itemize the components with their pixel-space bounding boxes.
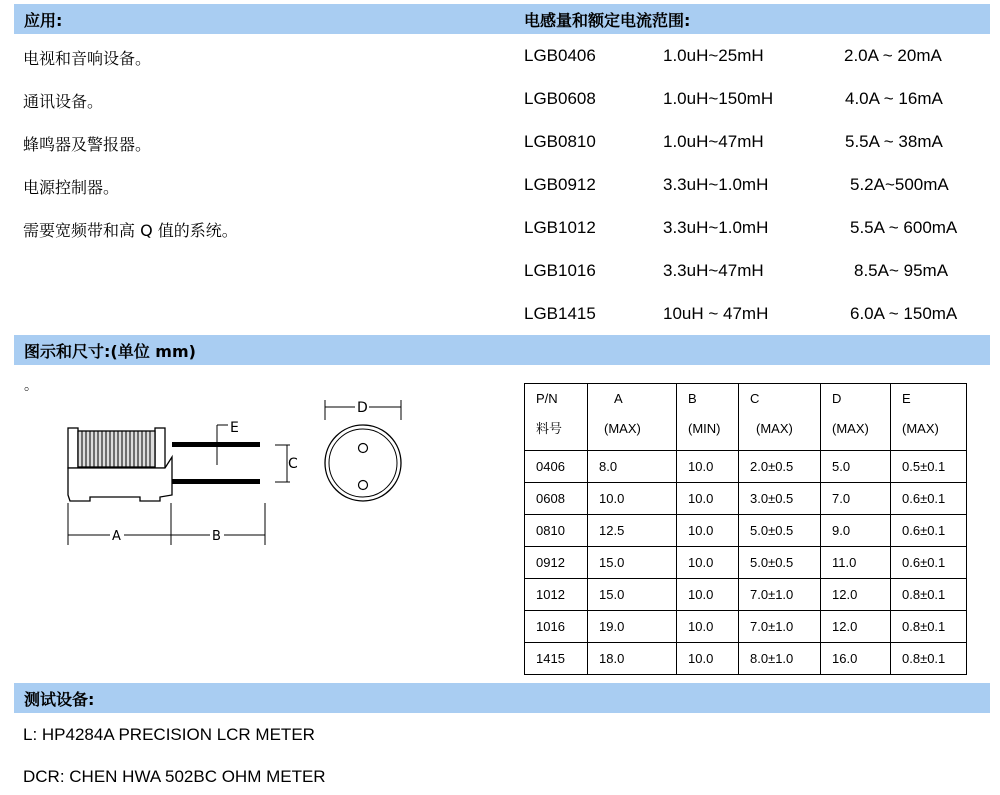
dimensions-note: 。 [24, 378, 38, 394]
table-cell: 19.0 [588, 611, 677, 643]
inductance-value: 3.3uH~47mH [663, 261, 764, 280]
table-cell: 12.5 [588, 515, 677, 547]
table-header-cell: D (MAX) [821, 384, 891, 451]
ohm-meter-line: DCR: CHEN HWA 502BC OHM METER [23, 767, 326, 786]
dim-label-a: A [112, 529, 121, 544]
table-header-cell: A (MAX) [588, 384, 677, 451]
table-cell: 0.6±0.1 [891, 483, 967, 515]
table-cell: 12.0 [821, 611, 891, 643]
inductor-drawing [60, 395, 420, 555]
model-label: LGB1415 [524, 304, 596, 323]
dim-label-d: D [357, 400, 368, 416]
table-header-cell: P/N 料号 [525, 384, 588, 451]
test-equipment-title: 测试设备: [24, 690, 95, 709]
current-value: 8.5A~ 95mA [854, 261, 949, 280]
table-cell: 5.0 [821, 451, 891, 483]
current-value: 2.0A ~ 20mA [844, 46, 942, 65]
table-cell: 0608 [525, 483, 588, 515]
table-cell: 7.0±1.0 [739, 611, 821, 643]
model-label: LGB1012 [524, 218, 596, 237]
table-cell: 10.0 [677, 483, 739, 515]
table-cell: 0.6±0.1 [891, 515, 967, 547]
table-cell: 5.0±0.5 [739, 547, 821, 579]
current-value: 5.5A ~ 600mA [850, 218, 958, 237]
table-cell: 9.0 [821, 515, 891, 547]
table-row [525, 547, 967, 579]
application-item: 电视和音响设备。 [23, 49, 152, 68]
table-cell: 11.0 [821, 547, 891, 579]
table-row [525, 515, 967, 547]
lcr-meter-line: L: HP4284A PRECISION LCR METER [23, 725, 315, 744]
current-value: 5.2A~500mA [850, 175, 949, 194]
table-cell: 10.0 [677, 643, 739, 675]
inductance-value: 10uH ~ 47mH [663, 304, 769, 323]
section-header-applications [14, 4, 990, 34]
inductance-value: 1.0uH~25mH [663, 46, 764, 65]
table-cell: 18.0 [588, 643, 677, 675]
application-item: 需要宽频带和高 Q 值的系统。 [23, 221, 238, 240]
table-cell: 0.8±0.1 [891, 611, 967, 643]
application-item: 电源控制器。 [23, 178, 120, 197]
table-cell: 0.6±0.1 [891, 547, 967, 579]
application-item: 蜂鸣器及警报器。 [23, 135, 152, 154]
table-header-cell: B (MIN) [677, 384, 739, 451]
table-row [525, 451, 967, 483]
model-label: LGB0810 [524, 132, 596, 151]
table-cell: 10.0 [677, 579, 739, 611]
table-row [525, 483, 967, 515]
current-value: 6.0A ~ 150mA [850, 304, 958, 323]
table-header-cell: E (MAX) [891, 384, 967, 451]
inductance-value: 3.3uH~1.0mH [663, 218, 769, 237]
model-label: LGB0912 [524, 175, 596, 194]
table-cell: 7.0±1.0 [739, 579, 821, 611]
section-header-test-equipment [14, 683, 990, 713]
current-value: 4.0A ~ 16mA [845, 89, 943, 108]
dim-label-c: C [288, 456, 298, 472]
table-cell: 1016 [525, 611, 588, 643]
table-cell: 0810 [525, 515, 588, 547]
model-label: LGB1016 [524, 261, 596, 280]
inductance-value: 3.3uH~1.0mH [663, 175, 769, 194]
table-header-cell: C (MAX) [739, 384, 821, 451]
model-label: LGB0406 [524, 46, 596, 65]
table-cell: 7.0 [821, 483, 891, 515]
table-row [525, 643, 967, 675]
inductance-value: 1.0uH~47mH [663, 132, 764, 151]
dimensions-title: 图示和尺寸:(单位 mm) [24, 342, 196, 361]
table-cell: 8.0 [588, 451, 677, 483]
table-cell: 12.0 [821, 579, 891, 611]
table-cell: 10.0 [677, 451, 739, 483]
model-label: LGB0608 [524, 89, 596, 108]
table-cell: 0.8±0.1 [891, 643, 967, 675]
inductance-title: 电感量和额定电流范围: [524, 11, 691, 30]
table-cell: 15.0 [588, 547, 677, 579]
table-cell: 10.0 [588, 483, 677, 515]
table-cell: 0912 [525, 547, 588, 579]
table-cell: 0406 [525, 451, 588, 483]
table-cell: 10.0 [677, 611, 739, 643]
table-cell: 2.0±0.5 [739, 451, 821, 483]
table-cell: 1012 [525, 579, 588, 611]
table-header-row [525, 384, 967, 451]
table-cell: 8.0±1.0 [739, 643, 821, 675]
table-cell: 0.8±0.1 [891, 579, 967, 611]
table-cell: 0.5±0.1 [891, 451, 967, 483]
table-row [525, 579, 967, 611]
table-cell: 10.0 [677, 515, 739, 547]
table-cell: 15.0 [588, 579, 677, 611]
table-row [525, 611, 967, 643]
current-value: 5.5A ~ 38mA [845, 132, 943, 151]
table-cell: 16.0 [821, 643, 891, 675]
section-header-dimensions [14, 335, 990, 365]
dim-label-e: E [230, 420, 239, 436]
inductance-value: 1.0uH~150mH [663, 89, 774, 108]
application-item: 通讯设备。 [23, 92, 104, 111]
dimensions-table [524, 383, 967, 675]
table-cell: 10.0 [677, 547, 739, 579]
table-cell: 3.0±0.5 [739, 483, 821, 515]
table-cell: 5.0±0.5 [739, 515, 821, 547]
dim-label-b: B [212, 529, 221, 544]
table-cell: 1415 [525, 643, 588, 675]
applications-title: 应用: [24, 11, 63, 30]
